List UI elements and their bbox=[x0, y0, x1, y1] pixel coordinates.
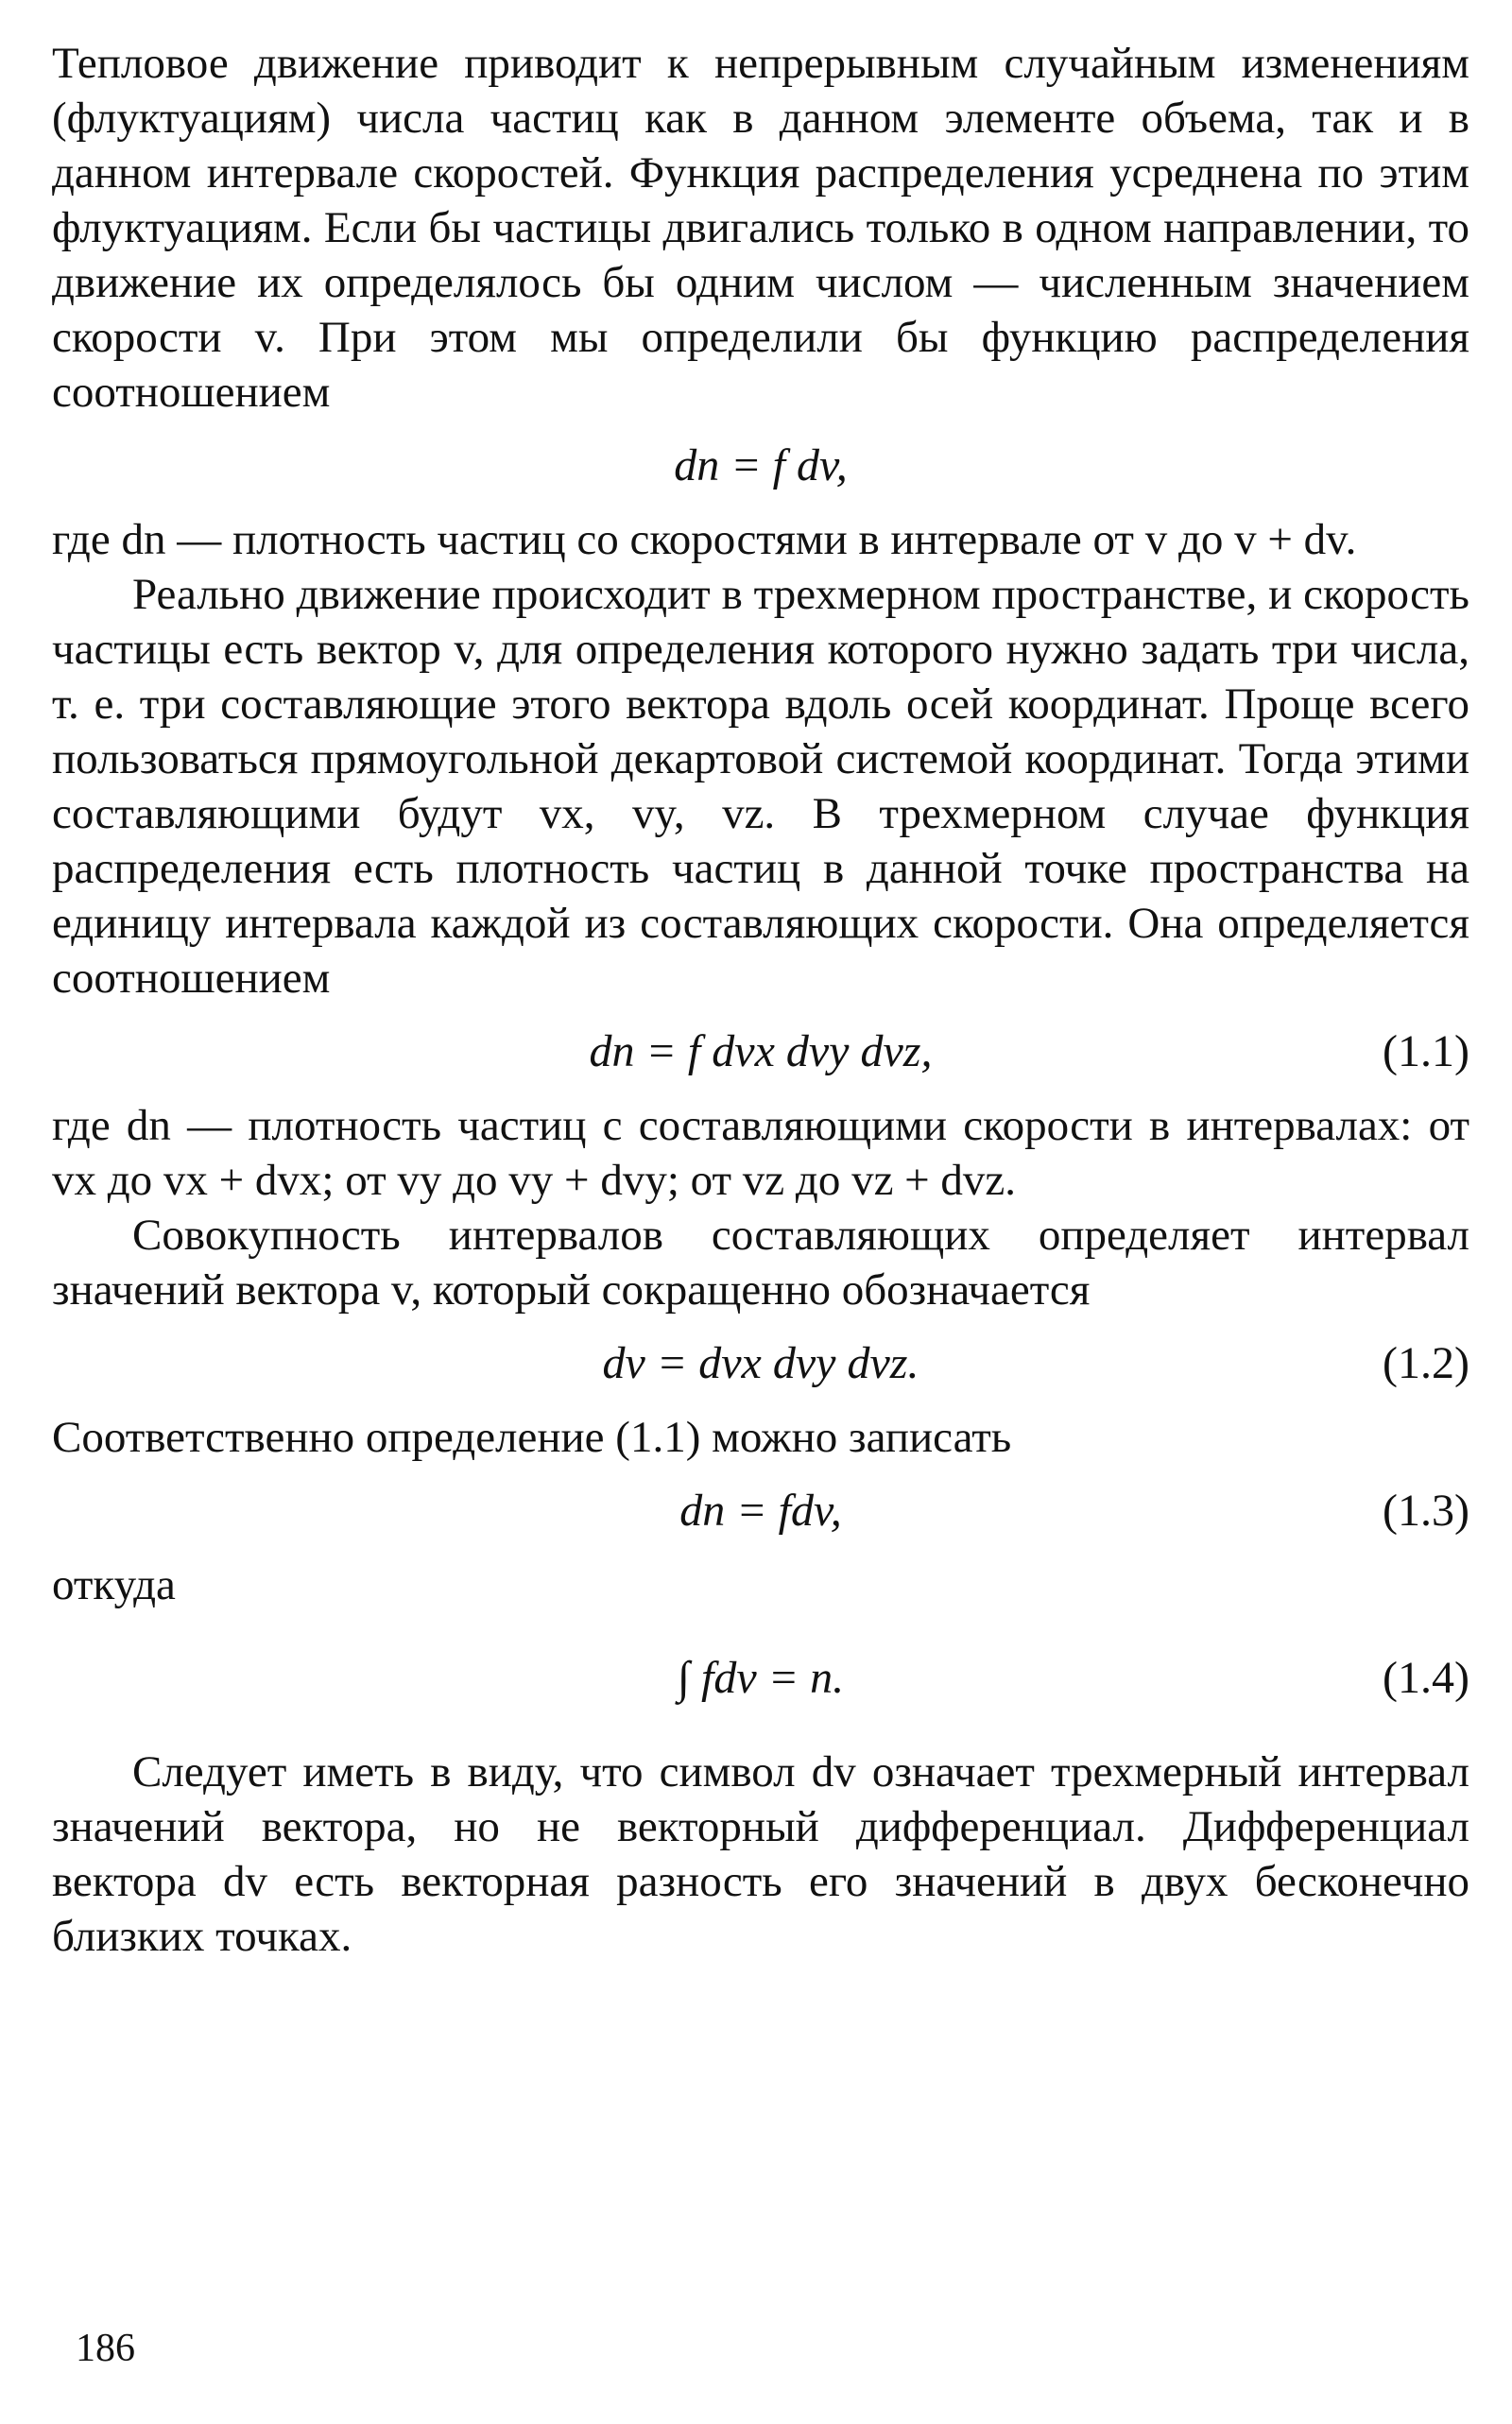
equation-1-1-text: dn = f dvx dvy dvz, bbox=[589, 1026, 933, 1076]
paragraph-5: Совокупность интервалов составляющих определяет интервал значений вектора v, который сокращенно обозначается bbox=[52, 1211, 1469, 1315]
equation-1-1-number: (1.1) bbox=[1383, 1026, 1469, 1076]
equation-1-2 bbox=[52, 1317, 1469, 1410]
paragraph-3: Реально движение происходит в трехмерном пространстве, и скорость частицы есть вектор v, для определения которого нужно задать три числа, т. е. три составляющие этого вектора вдоль осей координат. Проще всего пользоваться прямоугольной декартовой системой координат. Тогда этими составляющими будут vx, vy, vz. В трехмерном случае функция распределения есть плотность частиц в данной точке пространства на единицу интервала каждой из составляющих скорости. Она определяется соотношением bbox=[52, 570, 1469, 1003]
equation-0 bbox=[52, 420, 1469, 512]
paragraph-7: откуда bbox=[52, 1560, 176, 1609]
equation-1-2-text: dv = dvx dvy dvz. bbox=[602, 1338, 919, 1388]
paragraph-8: Следует иметь в виду, что символ dv означает трехмерный интервал значений вектора, но не векторный дифференциал. Дифференциал вектора dv есть векторная разность его значений в двух бесконечно близких точках. bbox=[52, 1747, 1469, 1961]
page-number: 186 bbox=[76, 2327, 135, 2370]
paragraph-2: где dn — плотность частиц со скоростями в интервале от v до v + dv. bbox=[52, 515, 1357, 564]
equation-1-2-number: (1.2) bbox=[1383, 1338, 1469, 1388]
page-body bbox=[52, 36, 1469, 1964]
equation-1-3-number: (1.3) bbox=[1383, 1486, 1469, 1536]
paragraph-6: Соответственно определение (1.1) можно записать bbox=[52, 1413, 1012, 1462]
equation-1-4-number: (1.4) bbox=[1383, 1653, 1469, 1703]
equation-1-1 bbox=[52, 1006, 1469, 1098]
equation-1-4 bbox=[52, 1612, 1469, 1745]
paragraph-1: Тепловое движение приводит к непрерывным случайным изменениям (флуктуациям) числа частиц как в данном элементе объема, так и в данном интервале скоростей. Функция распределения усреднена по этим флуктуациям. Если бы частицы двигались только в одном направлении, то движение их определялось бы одним числом — численным значением скорости v. При этом мы определили бы функцию распределения соотношением bbox=[52, 39, 1469, 417]
equation-1-3-text: dn = fdv, bbox=[679, 1486, 842, 1536]
equation-0-text: dn = f dv, bbox=[674, 440, 848, 490]
equation-1-4-text: ∫ fdv = n. bbox=[677, 1653, 845, 1703]
equation-1-3 bbox=[52, 1465, 1469, 1557]
paragraph-4: где dn — плотность частиц с составляющими скорости в интервалах: от vx до vx + dvx; от vy до vy + dvy; от vz до vz + dvz. bbox=[52, 1101, 1469, 1205]
